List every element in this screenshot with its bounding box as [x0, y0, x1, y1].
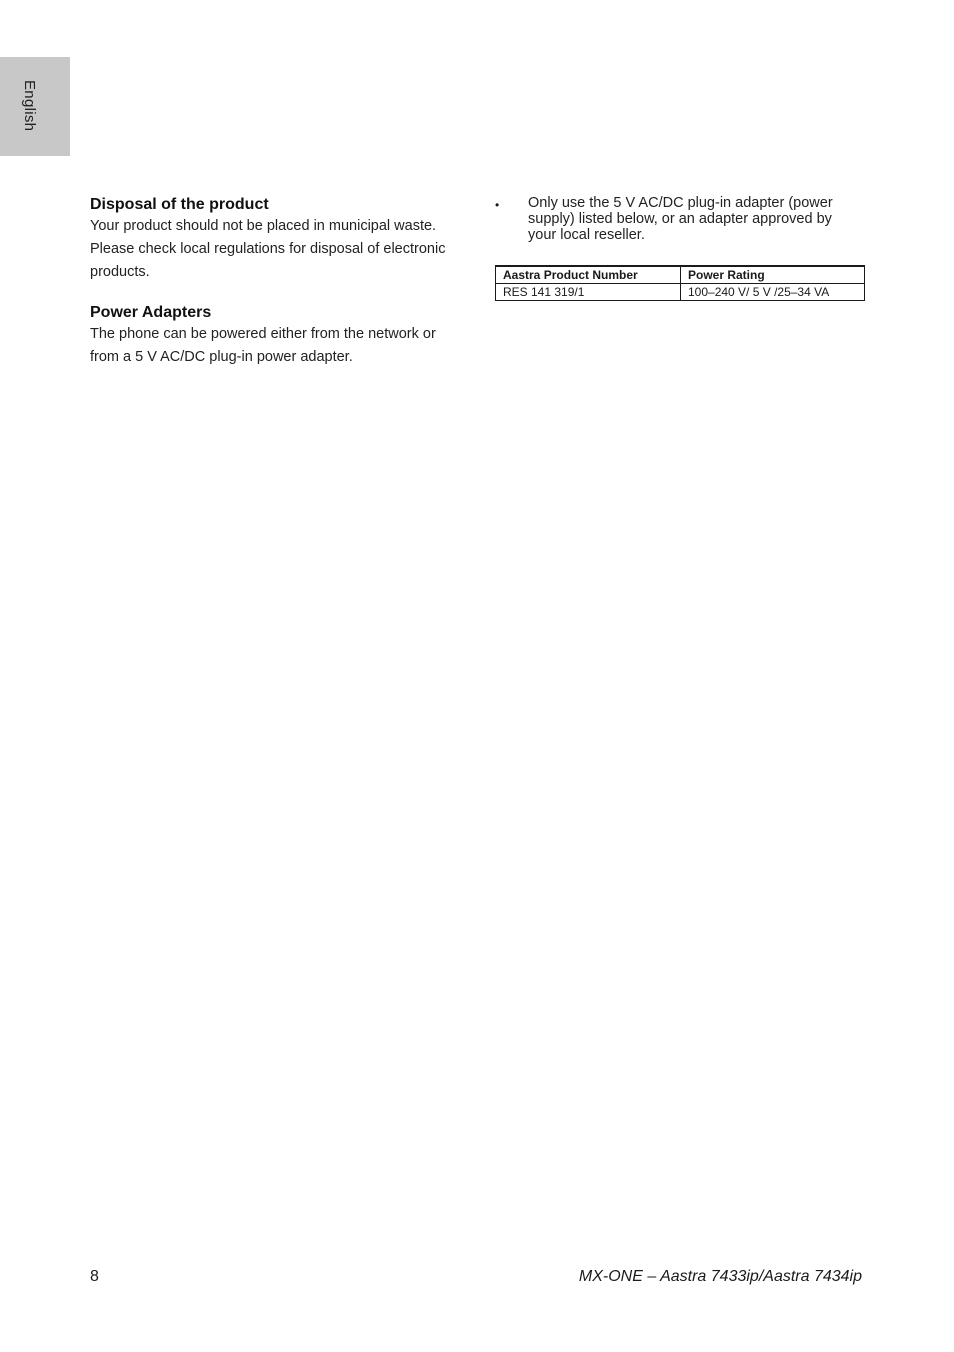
power-adapters-text — [90, 323, 465, 369]
footer-title: MX-ONE – Aastra 7433ip/Aastra 7434ip — [578, 1268, 862, 1285]
adapter-spec-table — [495, 265, 865, 301]
disposal-line: Your product should not be placed in municipal waste. — [90, 218, 437, 234]
bullet-icon: • — [495, 198, 500, 212]
table-header-row — [496, 266, 865, 284]
adapter-bullet — [495, 195, 865, 243]
disposal-line: Please check local regulations for disposal of electronic — [90, 241, 446, 257]
bullet-line: Only use the 5 V AC/DC plug-in adapter (power — [528, 195, 833, 211]
table-row — [496, 284, 865, 301]
page-number: 8 — [90, 1268, 99, 1285]
cell-product-number: RES 141 319/1 — [496, 284, 681, 301]
right-column — [495, 195, 865, 301]
disposal-section — [90, 195, 465, 284]
adapter-bullet-text — [528, 195, 858, 243]
power-adapters-heading: Power Adapters — [90, 304, 212, 321]
cell-power-rating: 100–240 V/ 5 V /25–34 VA — [681, 284, 865, 301]
language-tab-label: English — [21, 80, 38, 132]
power-adapters-section — [90, 303, 465, 369]
disposal-heading: Disposal of the product — [90, 196, 269, 213]
left-column — [90, 195, 465, 369]
power-line: The phone can be powered either from the network or — [90, 326, 436, 342]
header-power-rating: Power Rating — [681, 266, 865, 284]
power-line: from a 5 V AC/DC plug-in power adapter. — [90, 349, 353, 365]
disposal-line: products. — [90, 264, 150, 280]
bullet-line: your local reseller. — [528, 227, 645, 243]
header-product-number: Aastra Product Number — [496, 266, 681, 284]
disposal-text — [90, 215, 465, 284]
bullet-line: supply) listed below, or an adapter approved by — [528, 211, 832, 227]
